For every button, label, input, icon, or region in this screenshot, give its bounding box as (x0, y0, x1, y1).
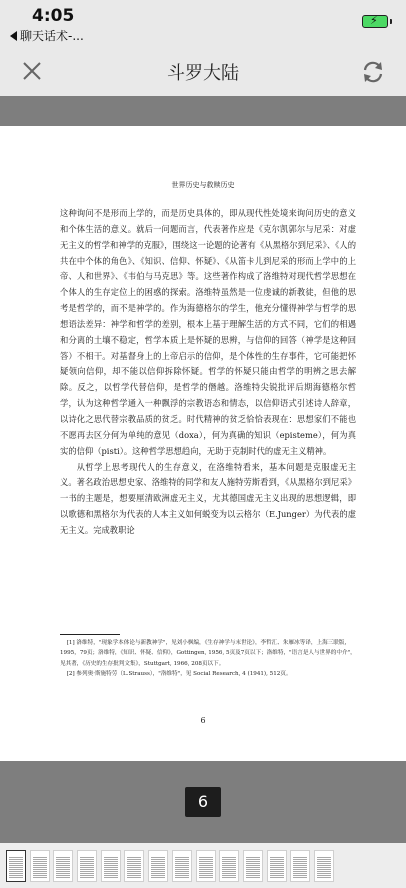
running-head: 世界历史与救赎历史 (171, 181, 235, 189)
footnotes (60, 638, 356, 680)
page-body-text (60, 206, 356, 539)
paragraph-2: 从哲学上思考现代人的生存意义，在洛维特看来，基本问题是克服虚无主义。著名政治思想史家、洛维特的同学和友人施特劳斯看到，《从黑格尔到尼采》一书的主题是，想要厘清欧洲虚无主义，尤其德国虚无主义出现的思想逻辑，即以歌德和黑格尔为代表的人本主义如何蜕变为以云格尔（E.Junger）为代表的虚无主义。完成教职论 (60, 461, 356, 535)
viewer-top-margin (0, 96, 406, 126)
page-thumbnail[interactable] (124, 850, 144, 882)
document-page[interactable] (0, 126, 406, 761)
paragraph-1: 这种询问不是形而上学的，而是历史具体的，即从现代性处境来询问历史的意义和个体生活的意义。就后一问题而言，代表著作应是《克尔凯郭尔与尼采：对虚无主义的哲学和神学的克服》，围绕这一论题的论著有《从黑格尔到尼采》、《人的共在中个体的角色》、《知识、信仰、怀疑》、《从笛卡儿到尼采的形而上学中的上帝、人和世界》、《韦伯与马克思》等。这些著作构成了洛维特对现代哲学思想在个体人的生存定位上的困惑的探索。洛维特虽然是一位虔诚的新教徒，但他的思考是哲学的，而不是神学的。作为海德格尔的学生，他充分懂得神学与哲学的思想语法差异：神学和哲学的差别，根本上基于理解生活的方式不同，它们的相遇和分离的土壤不稳定，哲学本质上是怀疑的思辨，与信仰的回答（神学是这种回答）不相干。对基督身上的上帝启示的信仰，是个体性的生存事件，它可能把怀疑领向信仰，却不能以信仰拆除怀疑。哲学的怀疑只能由哲学的明辨之思去解除。反之，以哲学代替信仰，是哲学的僭越。洛维特尖锐批评后期海德格尔哲学，认为这种哲学通入一种飘浮的宗教语态和情态，以信仰语式引述诗人辞章，以诗化之思代替宗教品质的贫乏。时代精神的贫乏恰恰表现在：思想家们不能也不愿再去区分何为单纯的意见（doxa），何为真确的知识（episteme），何为真实的信仰（pisti）。这种哲学思想趋向，无助于克制时代的虚无主义精神。 (60, 208, 356, 456)
page-title: 斗罗大陆 (167, 63, 239, 84)
page-thumbnail[interactable] (148, 850, 168, 882)
page-thumbnail-strip[interactable] (0, 843, 406, 888)
footnote-1: [1] 洛维特，"现象学本体论与新教神学"，见刘小枫编，《生存神学与末世论》，李哲汇、朱雁冰等译，上海三联版，1995，79页；洛维特，《知识、怀疑、信仰》，Gottingen, 1956, 5页及7页以下；洛维特，"语言是人与世界的中介"，见其著，《历史的生存批判文集》，Stuttgart, 1966, 208页以下。 (60, 640, 356, 667)
page-thumbnail[interactable] (267, 850, 287, 882)
page-thumbnail[interactable] (6, 850, 26, 882)
page-thumbnail[interactable] (30, 850, 50, 882)
nav-bar (0, 46, 406, 96)
page-thumbnail[interactable] (53, 850, 73, 882)
page-thumbnail[interactable] (219, 850, 239, 882)
charging-bolt-icon: ⚡ (370, 14, 378, 27)
back-to-app-link[interactable] (10, 27, 84, 44)
page-thumbnail[interactable] (314, 850, 334, 882)
back-app-label: 聊天话术-... (20, 29, 84, 43)
refresh-button[interactable] (360, 59, 386, 85)
battery-icon (362, 15, 388, 28)
page-thumbnail[interactable] (196, 850, 216, 882)
page-thumbnail[interactable] (101, 850, 121, 882)
page-thumbnail[interactable] (172, 850, 192, 882)
page-thumbnail[interactable] (290, 850, 310, 882)
current-page-indicator: 6 (185, 787, 221, 817)
page-thumbnail[interactable] (243, 850, 263, 882)
back-arrow-icon (10, 31, 17, 41)
footnote-2: [2] 参列奥·斯施特劳（L.Strauss），"洛维特"，见 Social Research, 4 (1941), 512页。 (66, 671, 292, 678)
status-time: 4:05 (32, 6, 75, 26)
refresh-icon (360, 59, 386, 85)
status-bar (0, 0, 406, 46)
footnote-divider (60, 634, 120, 635)
page-thumbnail[interactable] (77, 850, 97, 882)
page-number: 6 (200, 716, 206, 725)
